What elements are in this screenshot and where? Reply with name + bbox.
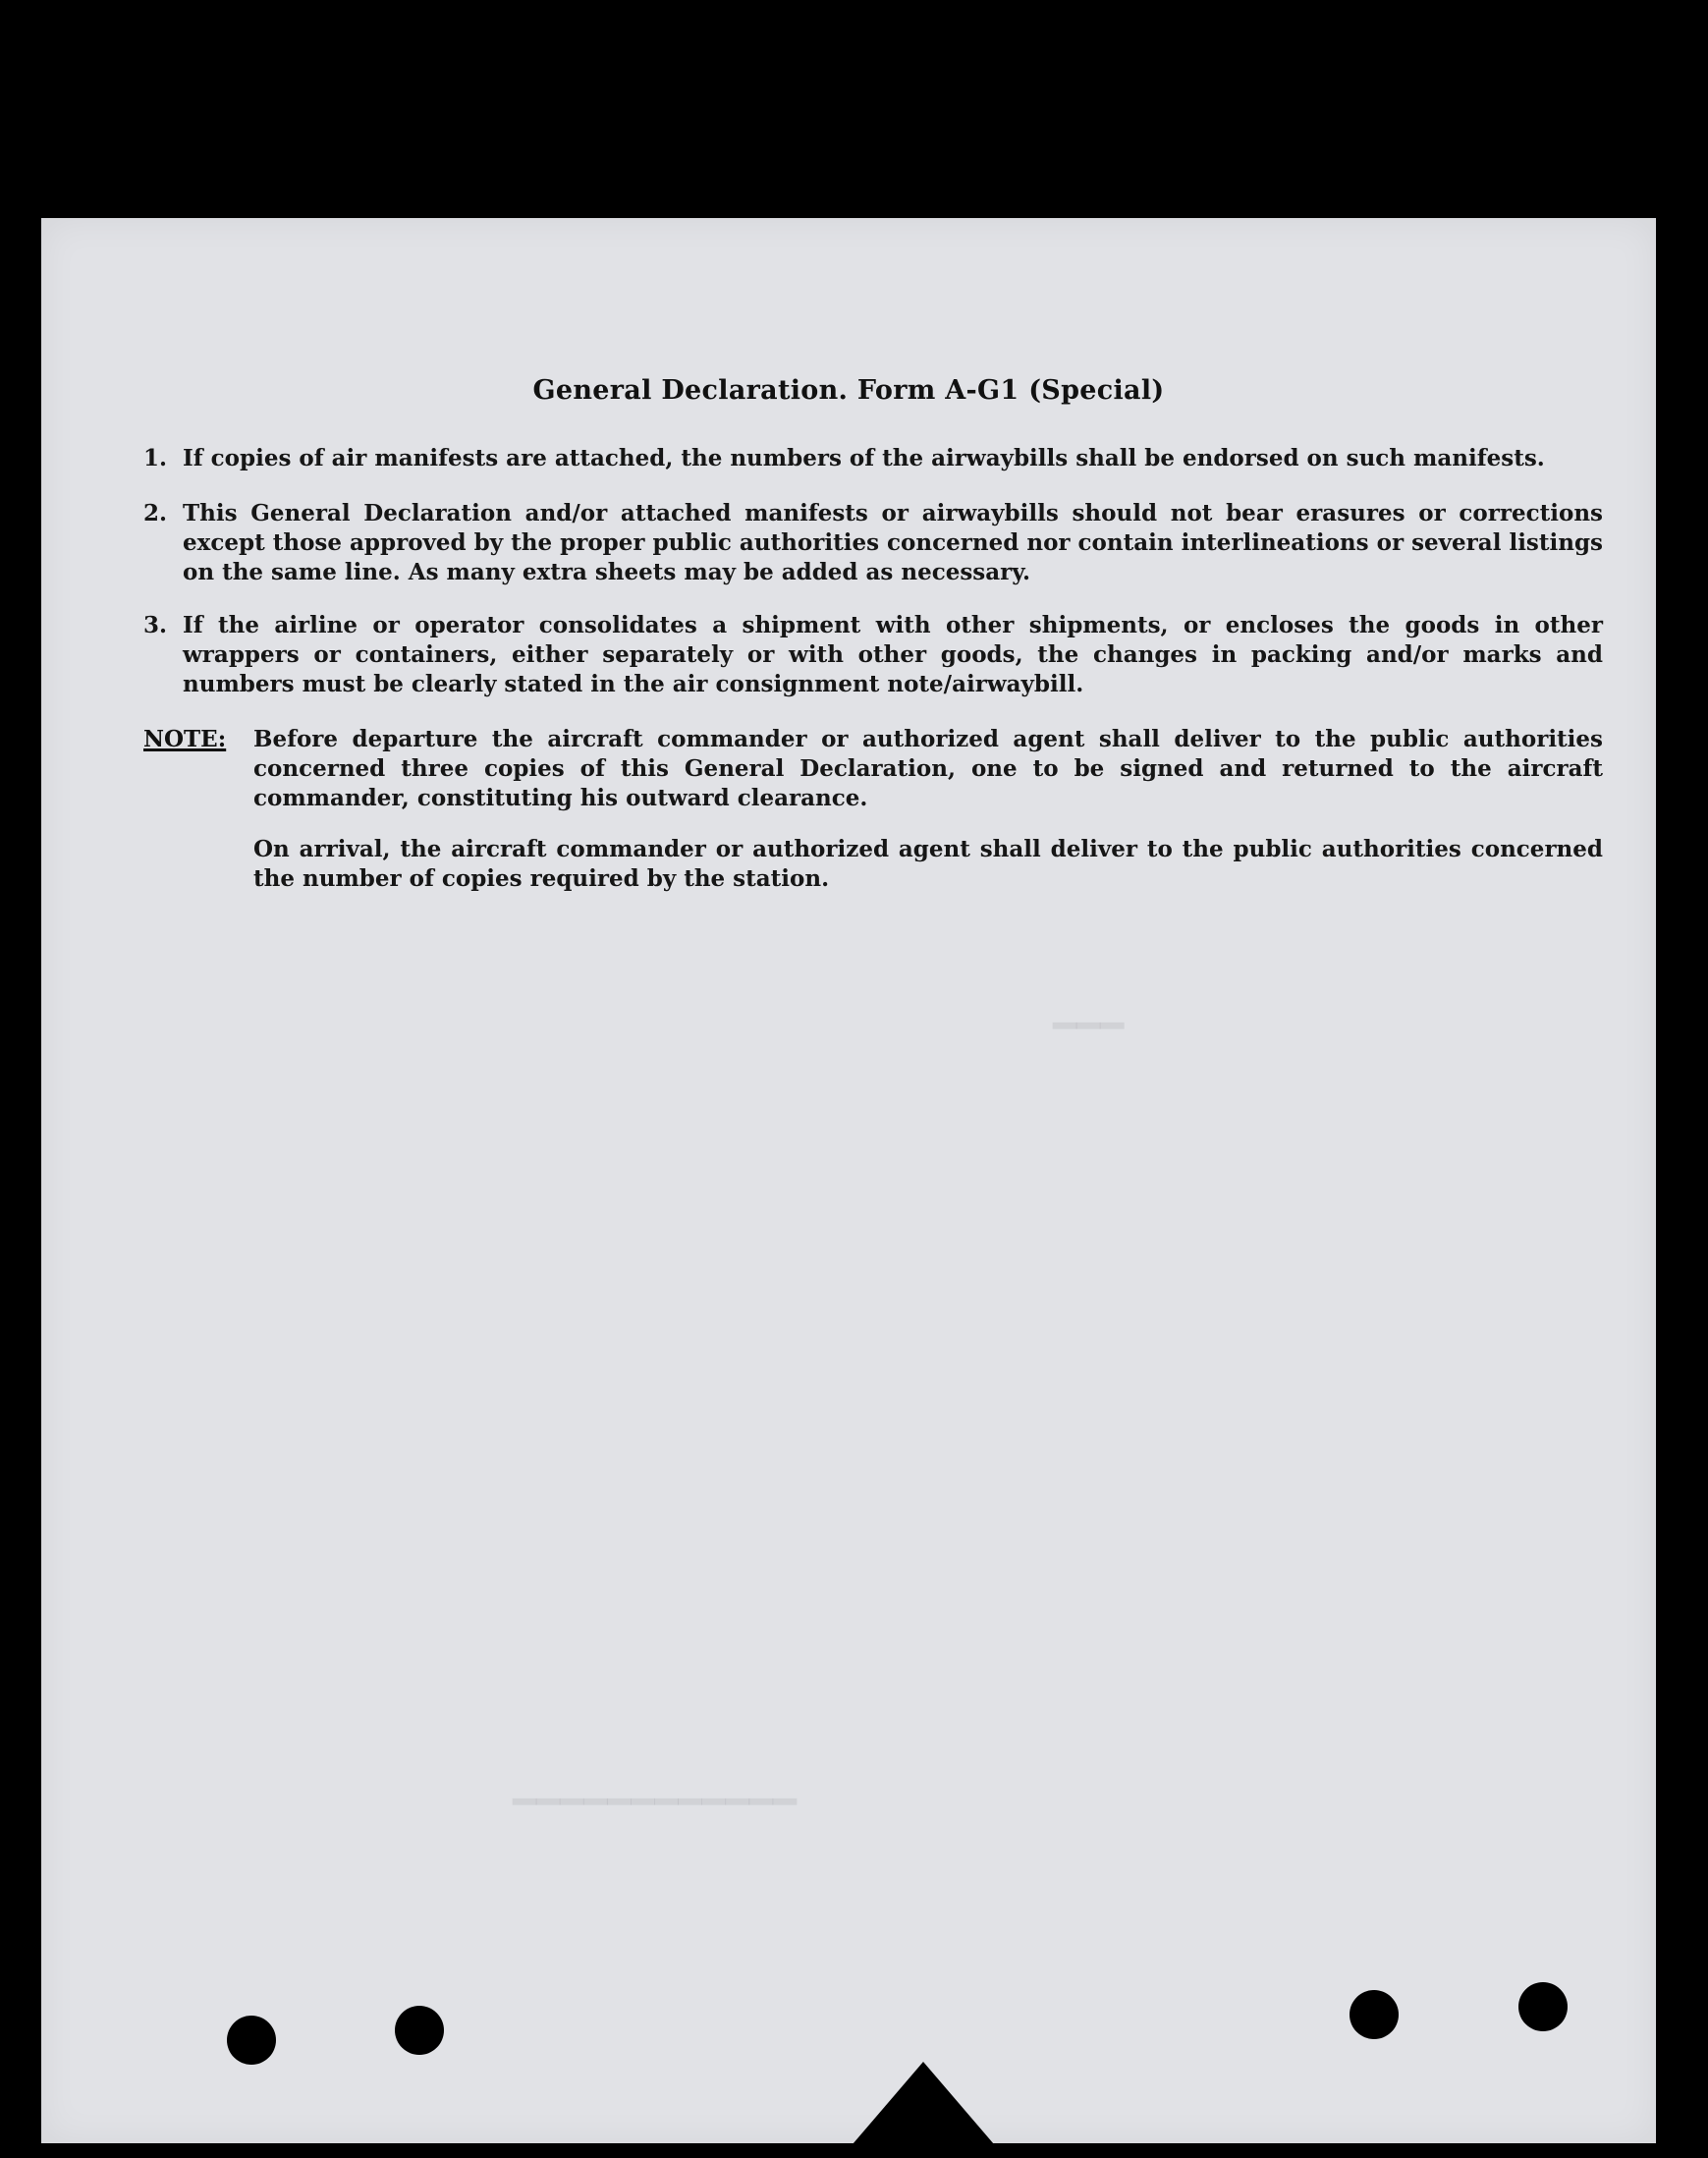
punch-hole bbox=[1518, 1982, 1568, 2031]
punch-hole bbox=[395, 2006, 444, 2055]
item-number: 2. bbox=[143, 500, 168, 526]
item-number: 3. bbox=[143, 612, 168, 638]
instruction-item-1 bbox=[143, 444, 1603, 473]
item-text: If copies of air manifests are attached, the numbers of the airwaybills shall be endorsed on such manifests. bbox=[183, 445, 1545, 471]
item-text: If the airline or operator consolidates a shipment with other shipments, or encloses the goods in other wrappers or containers, either separately or with other goods, the changes in packing and/or marks and numbers must be clearly stated in the air consignment note/airwaybill. bbox=[183, 612, 1603, 697]
note-label: NOTE: bbox=[143, 726, 227, 752]
item-number: 1. bbox=[143, 445, 168, 471]
form-title: General Declaration. Form A-G1 (Special) bbox=[532, 375, 1165, 406]
item-text: This General Declaration and/or attached manifests or airwaybills should not bear erasures or corrections except those approved by the proper public authorities concerned nor contain interlineations or several listings on the same line. As many extra sheets may be added as necessary. bbox=[183, 500, 1603, 585]
note-paragraph-1: Before departure the aircraft commander or authorized agent shall deliver to the public authorities concerned three copies of this General Declaration, one to be signed and returned to the aircraft commander, constituting his outward clearance. bbox=[253, 726, 1603, 811]
punch-hole bbox=[1350, 1990, 1399, 2039]
bleed-through-mark: ━━━ bbox=[1053, 1004, 1125, 1049]
bleed-through-mark: ━━━━━━━━━━━━ bbox=[513, 1780, 797, 1825]
punch-hole bbox=[227, 2016, 276, 2065]
paper-page bbox=[41, 218, 1656, 2143]
instruction-item-2 bbox=[143, 499, 1603, 587]
note-paragraph-2: On arrival, the aircraft commander or authorized agent shall deliver to the public authorities concerned the number of copies required by the station. bbox=[253, 836, 1603, 892]
page-notch bbox=[853, 2062, 994, 2144]
instruction-item-3 bbox=[143, 611, 1603, 699]
